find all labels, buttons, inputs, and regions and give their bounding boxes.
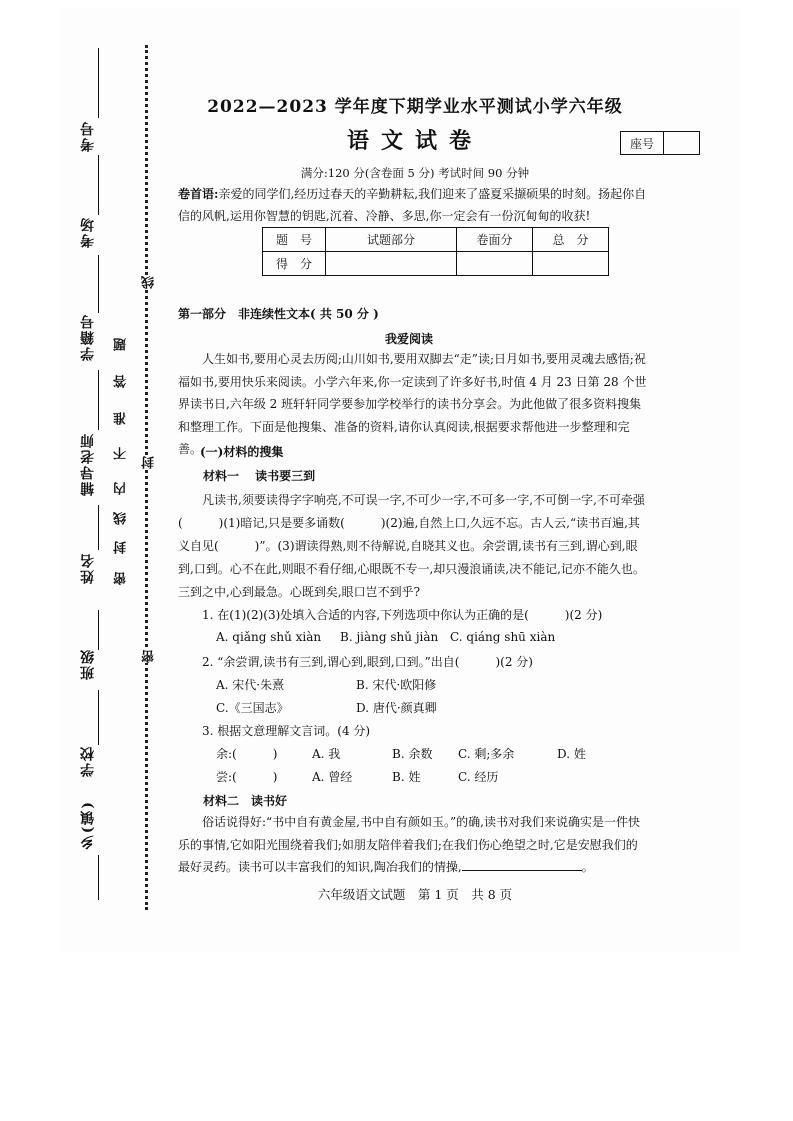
score-cell-neatness[interactable] bbox=[457, 252, 533, 276]
material2-answer-blank[interactable] bbox=[462, 858, 582, 871]
part1-intro: 人生如书,要用心灵去历阅;山川如书,要用双脚去“走”读;日月如书,要用灵魂去感悟;祝福如书,要用快乐来阅读。小学六年来,你一定读到了许多好书,时值 4 月 23 日第 28 个世界读书日,六年级 2 班轩轩同学要参加学校举行的读书分享会。为此他做了很多资料搜集和整理工作。下面是他搜集、准备的资料,请你认真阅读,根据要求帮他进一步整理和完善。 bbox=[178, 352, 647, 456]
seat-number-box[interactable] bbox=[620, 131, 700, 155]
score-row-label: 得 分 bbox=[263, 252, 326, 276]
page-footer: 六年级语文试题 第 1 页 共 8 页 bbox=[317, 887, 513, 902]
exam-subtitle: 语文试卷 bbox=[346, 128, 483, 154]
warning-zhun: 准 bbox=[114, 412, 129, 425]
township-label: 乡(镇) bbox=[80, 800, 96, 850]
school-label: 学校 bbox=[80, 745, 96, 777]
material1-line5: 三到之中,心到最急。心既到矣,眼口岂不到乎? bbox=[178, 585, 421, 599]
exam-no-label: 考号 bbox=[80, 120, 96, 152]
class-line[interactable] bbox=[98, 610, 99, 650]
warning-da: 答 bbox=[114, 375, 129, 388]
q3-chang-option-b[interactable]: B. 姓 bbox=[392, 770, 421, 784]
q3-chang-option-c[interactable]: C. 经历 bbox=[458, 770, 499, 784]
seat-label: 座号 bbox=[621, 132, 664, 154]
material1-line2: ( )(1)暗记,只是要多诵数( )(2)遍,自然上口,久远不忘。古人云,“读书百遍,其 bbox=[178, 516, 640, 530]
preface-label: 卷首语: bbox=[178, 187, 219, 201]
q2-option-d[interactable]: D. 唐代·颜真卿 bbox=[356, 701, 437, 715]
name-line[interactable] bbox=[98, 505, 99, 550]
q1-option-c[interactable]: C. qiáng shū xiàn bbox=[450, 630, 556, 644]
part1-heading: 第一部分 非连续性文本( 共 50 分 ) bbox=[178, 307, 379, 321]
exam-title: 2022—2023 学年度下期学业水平测试小学六年级 bbox=[207, 97, 623, 117]
score-header-neatness: 卷面分 bbox=[457, 228, 533, 252]
material2-title: 材料二 读书好 bbox=[203, 794, 288, 808]
township-line[interactable] bbox=[98, 855, 99, 900]
preface bbox=[178, 183, 648, 227]
material1-title: 材料一 读书要三到 bbox=[203, 469, 316, 483]
q3-chang-option-a[interactable]: A. 曾经 bbox=[312, 770, 353, 784]
binding-dotted-line bbox=[145, 45, 148, 910]
section-collection: (一)材料的搜集 bbox=[200, 445, 284, 459]
seal-mi: 密 bbox=[142, 650, 157, 663]
material2-body: 俗话说得好:“书中自有黄金屋,书中自有颜如玉。”的确,读书对我们来说确实是一件快乐的事情,它如阳光围绕着我们;如朋友陪伴着我们;在我们伤心绝望之时,它是安慰我们的最好灵药。读书可以丰富我们的知识,陶冶我们的情操, bbox=[178, 815, 640, 874]
score-header-question: 题 号 bbox=[263, 228, 326, 252]
seal-feng: 封 bbox=[142, 456, 157, 469]
question-3: 3. 根据文意理解文言词。(4 分) bbox=[202, 724, 371, 738]
tutor-line[interactable] bbox=[98, 370, 99, 430]
q2-option-c[interactable]: C.《三国志》 bbox=[216, 701, 289, 715]
q3-yu-option-a[interactable]: A. 我 bbox=[312, 747, 341, 761]
class-label: 班级 bbox=[80, 648, 96, 680]
q3-yu-option-c[interactable]: C. 剩;多余 bbox=[458, 747, 515, 761]
school-line[interactable] bbox=[98, 690, 99, 745]
warning-xian: 线 bbox=[114, 512, 129, 525]
warning-mi: 密 bbox=[114, 572, 129, 585]
q3-yu-option-d[interactable]: D. 姓 bbox=[557, 747, 586, 761]
school-id-line[interactable] bbox=[98, 255, 99, 313]
room-line[interactable] bbox=[98, 155, 99, 215]
exam-no-line[interactable] bbox=[98, 48, 99, 118]
question-1: 1. 在(1)(2)(3)处填入合适的内容,下列选项中你认为正确的是( )(2 分) bbox=[202, 608, 603, 622]
seal-xian: 线 bbox=[142, 276, 157, 289]
tutor-label: 辅导老师 bbox=[80, 432, 96, 496]
material1-line4: 到,口到。心不在此,则眼不看仔细,心眼既不专一,却只漫浪诵读,决不能记,记亦不能久也。 bbox=[178, 562, 645, 576]
q1-option-a[interactable]: A. qiǎng shǔ xiàn bbox=[216, 630, 322, 644]
score-cell-section[interactable] bbox=[326, 252, 457, 276]
material1-line1: 凡读书,须要读得字字响亮,不可误一字,不可少一字,不可多一字,不可倒一字,不可牵强 bbox=[202, 493, 645, 507]
question-2: 2. “余尝谓,读书有三到,谓心到,眼到,口到。”出自( )(2 分) bbox=[202, 655, 533, 669]
q2-option-a[interactable]: A. 宋代·朱熹 bbox=[216, 678, 285, 692]
warning-feng: 封 bbox=[114, 541, 129, 554]
warning-nei: 内 bbox=[114, 482, 129, 495]
score-header-total: 总 分 bbox=[533, 228, 609, 252]
q2-option-b[interactable]: B. 宋代·欧阳修 bbox=[356, 678, 437, 692]
q3-word-chang[interactable]: 尝:( ) bbox=[216, 770, 278, 784]
preface-text: 亲爱的同学们,经历过春天的辛勤耕耘,我们迎来了盛夏采撷硕果的时刻。扬起你自信的风帆,运用你智慧的钥匙,沉着、冷静、多思,你一定会有一份沉甸甸的收获! bbox=[178, 187, 647, 223]
name-label: 姓名 bbox=[80, 552, 96, 584]
q1-option-b[interactable]: B. jiàng shǔ jiàn bbox=[340, 630, 439, 644]
seat-number-field[interactable] bbox=[664, 132, 699, 154]
warning-bu: 不 bbox=[114, 447, 129, 460]
q3-yu-option-b[interactable]: B. 余数 bbox=[392, 747, 433, 761]
score-table bbox=[262, 227, 609, 276]
score-cell-total[interactable] bbox=[533, 252, 609, 276]
room-label: 考场 bbox=[80, 216, 96, 248]
exam-meta: 满分:120 分(含卷面 5 分) 考试时间 90 分钟 bbox=[300, 166, 530, 180]
part1-topic: 我爱阅读 bbox=[385, 332, 434, 346]
material1-line3: 义自见( )”。(3)谓读得熟,则不待解说,自晓其义也。余尝谓,读书有三到,谓心到,眼 bbox=[178, 539, 638, 553]
material2-text: 俗话说得好:“书中自有黄金屋,书中自有颜如玉。”的确,读书对我们来说确实是一件快乐的事情,它如阳光围绕着我们;如朋友陪伴着我们;在我们伤心绝望之时,它是安慰我们的最好灵药。读书可以丰富我们的知识,陶冶我们的情操, 。 bbox=[178, 815, 640, 874]
warning-ti: 题 bbox=[114, 338, 129, 351]
score-header-section: 试题部分 bbox=[326, 228, 457, 252]
school-id-label: 学籍号 bbox=[80, 313, 96, 361]
q3-word-yu[interactable]: 余:( ) bbox=[216, 747, 278, 761]
